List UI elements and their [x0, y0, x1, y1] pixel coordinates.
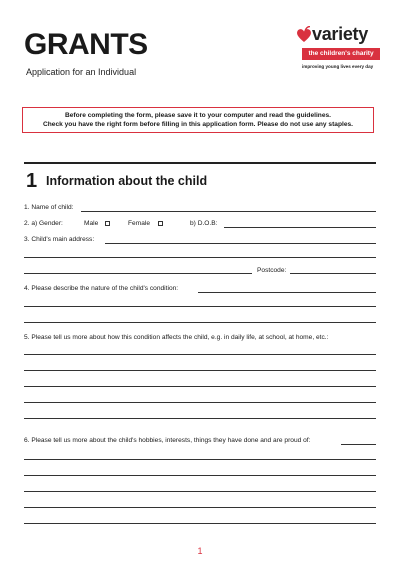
condition-field-3[interactable]: [24, 322, 376, 323]
logo-wordmark: variety: [312, 24, 368, 44]
page-subtitle: Application for an Individual: [26, 67, 137, 77]
gender-label: 2. a) Gender:: [24, 220, 63, 227]
address-label: 3. Child's main address:: [24, 236, 95, 243]
notice-line-1: Before completing the form, please save it to your computer and read the guidelines.: [64, 112, 331, 119]
male-label: Male: [84, 220, 99, 227]
effects-field-3[interactable]: [24, 386, 376, 387]
condition-field-1[interactable]: [198, 292, 376, 293]
page-title: GRANTS: [24, 28, 148, 61]
variety-logo: [296, 24, 380, 76]
address-field-2[interactable]: [24, 257, 376, 258]
dob-field[interactable]: [224, 227, 376, 228]
effects-field-1[interactable]: [24, 354, 376, 355]
section-divider: [24, 162, 376, 164]
hobbies-field-4[interactable]: [24, 491, 376, 492]
effects-label: 5. Please tell us more about how this condition affects the child, e.g. in daily life, at school, at home, etc.:: [24, 334, 329, 341]
address-field-1[interactable]: [105, 243, 376, 244]
female-label: Female: [128, 220, 150, 227]
male-checkbox[interactable]: [105, 221, 110, 226]
notice-line-2: Check you have the right form before filling in this application form. Please do not use any staples.: [43, 121, 353, 128]
hobbies-label: 6. Please tell us more about the child's hobbies, interests, things they have done and are proud of:: [24, 437, 311, 444]
logo-tagline: improving young lives every day: [302, 64, 374, 69]
dob-label: b) D.O.B:: [190, 220, 218, 227]
effects-field-2[interactable]: [24, 370, 376, 371]
postcode-field[interactable]: [290, 273, 376, 274]
hobbies-field-6[interactable]: [24, 523, 376, 524]
female-checkbox[interactable]: [158, 221, 163, 226]
hobbies-field-2[interactable]: [24, 459, 376, 460]
heart-icon: [296, 26, 312, 44]
postcode-label: Postcode:: [257, 267, 287, 274]
effects-field-5[interactable]: [24, 418, 376, 419]
name-field[interactable]: [81, 211, 376, 212]
instructions-notice: [22, 107, 374, 133]
hobbies-field-3[interactable]: [24, 475, 376, 476]
hobbies-field-5[interactable]: [24, 507, 376, 508]
hobbies-field-1[interactable]: [341, 444, 376, 445]
section-title: Information about the child: [46, 174, 208, 188]
effects-field-4[interactable]: [24, 402, 376, 403]
address-field-3[interactable]: [24, 273, 252, 274]
page-number: 1: [197, 546, 203, 556]
section-number: 1: [26, 170, 38, 192]
condition-field-2[interactable]: [24, 306, 376, 307]
condition-label: 4. Please describe the nature of the child's condition:: [24, 285, 179, 292]
logo-band: the children's charity: [302, 48, 380, 60]
name-label: 1. Name of child:: [24, 204, 74, 211]
